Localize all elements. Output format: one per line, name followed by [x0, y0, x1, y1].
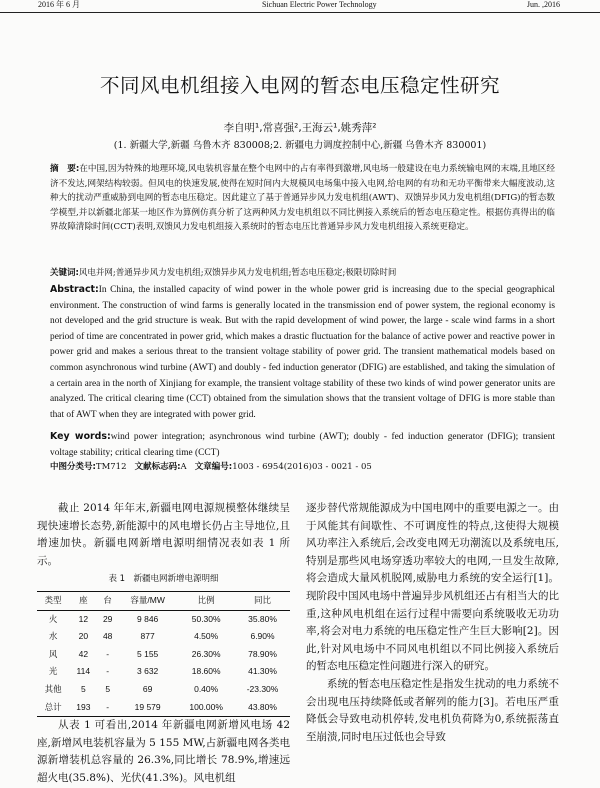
abstract-en	[50, 282, 555, 423]
doc-code-value: A	[180, 462, 187, 472]
body-right-paragraph-1: 逐步替代常规能源成为中国电网中的重要电源之一。由于风能其有间歇性、不可调度性的特点,这使得大规模风功率注入系统后,会改变电网无功潮流以及系统电压,特别是那些风电场穿透功率较大的电网,一旦发生故障,将会造成大量风机脱网,威胁电力系统的安全运行[1]。现阶段中国风电场中普遍异步风机组还占有相当大的比重,这种风电机组在运行过程中需要向系统吸收无功功率,将会对电力系统的电压稳定性产生巨大影响[2]。因此,针对风电场中不同风电机组以不同比例接入系统后的暂态电压稳定性问题进行深入的研究。	[306, 502, 559, 673]
table-1	[37, 591, 290, 717]
table-cell: 50.30%	[191, 613, 221, 624]
header-date-en: Jun. ,2016	[526, 0, 560, 9]
header-journal-name: Sichuan Electric Power Technology	[262, 0, 377, 9]
table-cell: -23.30%	[246, 683, 279, 694]
table-cell: 48	[102, 631, 113, 642]
table-header-row	[37, 591, 290, 610]
doc-code-label: 文献标志码:	[134, 462, 181, 472]
keywords-cn	[50, 266, 555, 282]
paper-title: 不同风电机组接入电网的暂态电压稳定性研究	[99, 74, 500, 97]
abstract-en-text: In China, the installed capacity of wind power in the whole power grid is increasing due to the special geographical environment. The construction of wind farms is generally located in the transmission end of power system, the regional economy is not developed and the grid structure is weak. But with the rapid development of wind power, the large - scale wind farms in a short period of time are concentrated in power grid, which makes a drastic fluctuation for the balance of active power and reactive power in power grid and makes a serious threat to the transient voltage stability of power grid. The transient mathematical models based on common asynchronous wind turbine (AWT) and doubly - fed induction generator (DFIG) are established, and taking the simulation of a certain area in the north of Xinjiang for example, the transient voltage stability of these two kinds of wind power generator units are analyzed. The critical clearing time (CCT) obtained from the simulation shows that the transient voltage of DFIG is more stable than that of AWT when they are integrated with power grid.	[50, 285, 555, 420]
running-header	[0, 0, 600, 13]
keywords-en-text: wind power integration; asynchronous wind turbine (AWT); doubly - fed induction generator (DFIG); transient voltage stability; critical clearing time (CCT)	[50, 432, 555, 458]
table-cell: 35.80%	[248, 613, 277, 624]
keywords-en-label: Key words:	[50, 431, 111, 442]
col-header-count: 座	[79, 594, 88, 605]
body-left-paragraph-1: 截止 2014 年年末,新疆电网电源规模整体继续呈现快速增长态势,新能源中的风电增长仍占主导地位,且增速加快。新疆电网新增电源明细情况表如表 1 所示。	[37, 502, 290, 567]
table-row	[37, 663, 290, 681]
table-cell: -	[106, 648, 110, 659]
table-cell: 877	[140, 631, 155, 642]
col-header-type: 类型	[44, 594, 62, 605]
body-left-paragraph-2: 从表 1 可看出,2014 年新疆电网新增风电场 42 座,新增风电装机容量为 5 155 MW,占新疆电网各类电源新增装机总容量的 26.3%,同比增长 78.9%,增速远超火电(35.8%)、光伏(41.3%)。风电机组	[37, 719, 290, 784]
body-column-right	[306, 500, 559, 746]
col-header-ratio: 比例	[197, 594, 215, 605]
table-cell: -	[106, 701, 110, 712]
table-cell: 20	[78, 631, 89, 642]
table-cell: -	[106, 666, 110, 677]
table-cell: 其他	[44, 683, 62, 694]
affiliation: (1. 新疆大学,新疆 乌鲁木齐 830008;2. 新疆电力调度控制中心,新疆 乌鲁木齐 830001)	[113, 140, 487, 151]
table-cell: 6.90%	[250, 631, 275, 642]
clc-value: TM712	[95, 462, 127, 472]
table-cell: 光	[48, 666, 58, 677]
table-cell: 41.30%	[248, 666, 277, 677]
article-id-label: 文章编号:	[194, 462, 233, 472]
table-cell: 火	[48, 613, 58, 624]
body-column-left	[37, 500, 290, 788]
table-row	[37, 628, 290, 646]
table-row	[37, 681, 290, 699]
table-cell: 193	[76, 701, 91, 712]
abstract-cn-label: 摘 要:	[50, 164, 80, 174]
classification-line	[50, 460, 555, 476]
table-cell: 42	[78, 648, 89, 659]
table-cell: 风	[48, 648, 58, 659]
col-header-units: 台	[103, 594, 112, 605]
table-1-caption: 表 1 新疆电网新增电源明细	[108, 574, 219, 585]
article-id-value: 1003 - 6954(2016)03 - 0021 - 05	[232, 462, 372, 472]
table-cell: 114	[76, 666, 91, 677]
abstract-cn-text: 在中国,因为特殊的地理环境,风电装机容量在整个电网中的占有率得到激增,风电场一般建设在电力系统输电网的末端,且地区经济不发达,网架结构较弱。但风电的快速发展,使得在短时间内大规模风电场集中接入电网,给电网的有功和无功平衡带来大幅度波动,这种大的扰动严重威胁到电网的暂态电压稳定。因此建立了基于普通异步风力发电机组(AWT)、双馈异步风力发电机组(DFIG)的暂态数学模型,并以新疆北部某一地区作为算例仿真分析了这两种风力发电机组以不同比例接入系统后的暂态电压稳定性。根据仿真得出的临界故障清除时间(CCT)表明,双馈风力发电机组接入系统时的暂态电压比普通异步风力发电机组接入系统更稳定。	[50, 164, 556, 233]
table-row	[37, 699, 290, 717]
table-cell: 5	[105, 683, 111, 694]
table-cell: 18.60%	[191, 666, 221, 677]
abstract-en-label: Abstract:	[50, 284, 99, 295]
keywords-cn-text: 风电并网;普通异步风力发电机组;双馈异步风力发电机组;暂态电压稳定;极限切除时间	[78, 268, 397, 278]
table-cell: 3 632	[137, 666, 159, 677]
table-cell: 5 155	[137, 648, 159, 659]
table-cell: 水	[48, 631, 58, 642]
col-header-capacity: 容量/MW	[130, 594, 165, 605]
table-cell: 19 579	[134, 701, 161, 712]
table-row	[37, 610, 290, 628]
table-cell: 29	[102, 613, 113, 624]
table-cell: 78.90%	[248, 648, 277, 659]
table-row	[37, 646, 290, 664]
author-list: 李自明¹,常喜强²,王海云¹,姚秀萍²	[223, 122, 377, 134]
table-cell: 4.50%	[194, 631, 219, 642]
col-header-yoy: 同比	[254, 594, 272, 605]
table-cell: 43.80%	[248, 701, 277, 712]
keywords-en	[50, 429, 555, 461]
table-cell: 5	[80, 683, 86, 694]
body-right-paragraph-2: 系统的暂态电压稳定性是指发生扰动的电力系统不会出现电压持续降低或者解列的能力[3]。若电压严重降低会导致电动机停转,发电机负荷降为0,系统振荡直至崩溃,同时电压过低也会导致	[306, 677, 559, 743]
table-cell: 9 846	[137, 613, 159, 624]
table-cell: 69	[142, 683, 153, 694]
table-cell: 100.00%	[189, 701, 223, 712]
clc-label: 中图分类号:	[50, 462, 96, 472]
keywords-cn-label: 关键词:	[50, 268, 79, 278]
table-cell: 26.30%	[191, 648, 221, 659]
table-cell: 12	[78, 613, 89, 624]
table-cell: 总计	[44, 701, 62, 712]
table-cell: 0.40%	[194, 683, 219, 694]
abstract-cn	[50, 162, 555, 235]
header-issue-date: 2016 年 6 月	[38, 0, 80, 9]
